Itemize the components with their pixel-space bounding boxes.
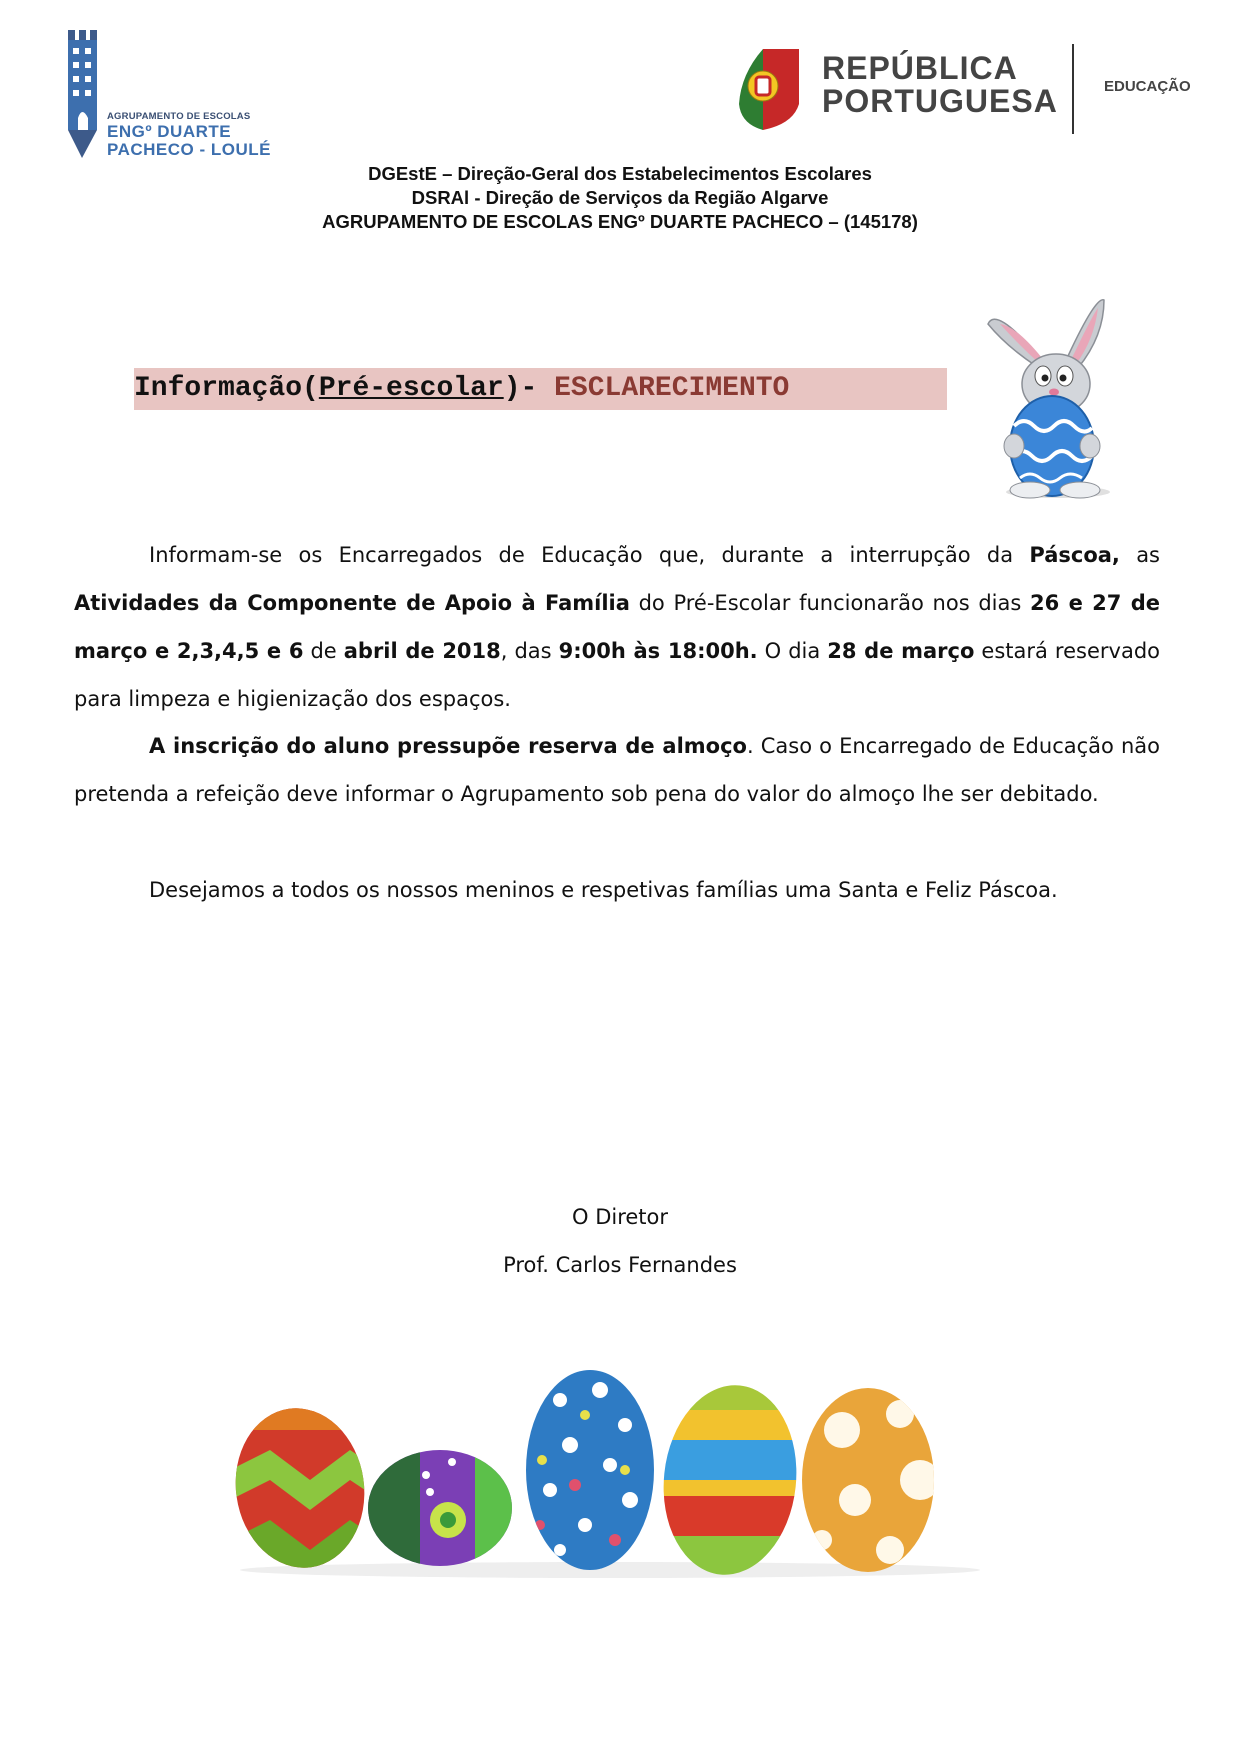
gov-divider: [1072, 44, 1074, 134]
gov-department: EDUCAÇÃO: [1104, 78, 1191, 95]
gov-title-line2: PORTUGUESA: [822, 83, 1058, 119]
p1-bold-hours: 9:00h às 18:00h.: [558, 639, 758, 663]
school-name-line2: ENGº DUARTE: [107, 122, 232, 141]
header-line2: DSRAl - Direção de Serviços da Região Algarve: [411, 187, 829, 208]
p1-bold-pascoa: Páscoa,: [1029, 543, 1120, 567]
header-line1: DGEstE – Direção-Geral dos Estabelecimentos Escolares: [368, 163, 872, 184]
school-name-line3: PACHECO - LOULÉ: [107, 140, 271, 159]
blue-flower-egg: [520, 1360, 660, 1580]
p1-text-g: de: [303, 639, 344, 663]
p2-bold-lunch: A inscrição do aluno pressupõe reserva de almoço: [149, 734, 747, 758]
school-name-line1: AGRUPAMENTO DE ESCOLAS: [107, 111, 251, 122]
title-suffix: )-: [503, 373, 555, 404]
signature-name: Prof. Carlos Fernandes: [503, 1253, 737, 1277]
title-underlined: Pré-escolar: [318, 373, 504, 404]
p1-text-k: O dia: [757, 639, 828, 663]
portugal-flag-icon: [733, 44, 803, 134]
easter-eggs-illustration: [230, 1350, 990, 1580]
p1-text-a: Informam-se os Encarregados de Educação que, durante a interrupção da: [149, 543, 1030, 567]
title-prefix: Informação(: [134, 373, 319, 404]
paragraph-info: [74, 531, 1160, 723]
document-title: [134, 368, 947, 410]
pencil-tower-icon: [68, 30, 97, 158]
red-green-egg: [230, 1390, 380, 1580]
p1-text-i: , das: [500, 639, 559, 663]
p1-text-e: do Pré-Escolar funcionarão nos dias: [629, 591, 1031, 615]
p1-text-c: as: [1119, 543, 1160, 567]
p2-text-b: . Caso o Encarregado de Educação não pretenda a refeição deve informar o Agrupamento sob pena do valor do almoço lhe ser debitado.: [74, 734, 1161, 806]
purple-egg: [360, 1440, 525, 1580]
p1-bold-28-march: 28 de março: [827, 639, 975, 663]
p1-bold-activities: Atividades da Componente de Apoio à Família: [74, 591, 630, 615]
gov-title-line1: REPÚBLICA: [822, 50, 1018, 86]
p1-text-m: estará reservado para limpeza e higienização dos espaços.: [74, 639, 1160, 711]
paragraph-lunch: [74, 722, 1160, 818]
paragraph-wishes: Desejamos a todos os nossos meninos e respetivas famílias uma Santa e Feliz Páscoa.: [149, 878, 1058, 902]
easter-bunny-icon: [986, 296, 1126, 506]
signature-role: O Diretor: [571, 1205, 669, 1229]
title-accent: ESCLARECIMENTO: [554, 373, 790, 404]
header-line3: AGRUPAMENTO DE ESCOLAS ENGº DUARTE PACHECO – (145178): [322, 211, 918, 232]
p1-bold-april: abril de 2018: [343, 639, 501, 663]
striped-egg: [650, 1380, 820, 1580]
orange-dotted-egg: [790, 1380, 950, 1580]
p1-bold-days: 26 e 27 de março e 2,3,4,5 e 6: [74, 591, 1160, 663]
